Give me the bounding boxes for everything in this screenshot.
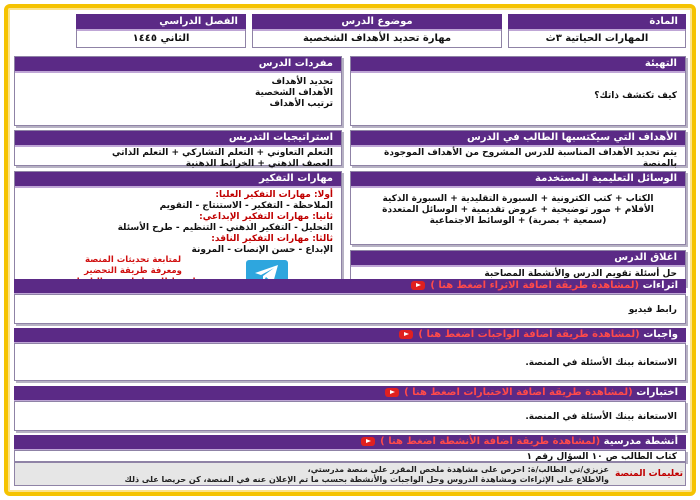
term-value: الثاني ١٤٤٥: [76, 29, 246, 48]
instructions-line: والاطلاع على الإثراءات ومشاهدة الدروس وحل الواجبات والأنشطة بحسب ما تم الإعلان عنه في المنصة، كن حريصا على ذلك: [124, 475, 609, 484]
enrichment-body: [14, 294, 686, 324]
closing-text: حل أسئلة تقويم الدرس والأنشطة المصاحبة: [484, 269, 677, 279]
activities-link[interactable]: (لمشاهدة طريقة اضافة الأنشطة اضغط هنا ): [380, 436, 601, 447]
thinking-heading: أولا: مهارات التفكير العليا:: [215, 190, 333, 200]
vocab-list: [15, 71, 341, 116]
youtube-icon[interactable]: [361, 437, 375, 446]
instructions-line: عزيزي/تي الطالب/ة: احرص على مشاهدة ملخص المقرر على منصة مدرستي،: [307, 465, 609, 474]
tests-link[interactable]: (لمشاهدة طريقة اضافة الاختبارات اضغط هنا ): [404, 387, 633, 398]
closing-title: اغلاق الدرس: [351, 251, 685, 265]
vocab-section: [14, 56, 342, 126]
homework-body: [14, 343, 686, 381]
vocab-item: ترتيب الأهداف: [269, 99, 333, 109]
tests-text: الاستعانة ببنك الأسئلة في المنصة.: [525, 412, 677, 422]
instructions-label: تعليمات المنصة: [615, 469, 683, 479]
thinking-heading: ثانيا: مهارات التفكير الإبداعي:: [199, 212, 333, 222]
topic-cell: [252, 14, 502, 48]
thinking-text: التحليل - التفكير الذهني - التنظيم - طرح الأسئلة: [117, 223, 333, 233]
topic-label: موضوع الدرس: [252, 14, 502, 29]
thinking-text: الإبداع - حسن الإنصات - المرونة: [191, 245, 333, 255]
subject-label: المادة: [508, 14, 686, 29]
goals-section: [350, 130, 686, 169]
enrichment-title: اثراءات: [642, 280, 678, 291]
subject-cell: [508, 14, 686, 48]
activities-body: [14, 450, 686, 462]
strategies-title: استراتيجيات التدريس: [15, 131, 341, 145]
goals-text: يتم تحديد الأهداف المناسبة للدرس المشروح من الأهداف الموجودة بالمنصة: [384, 148, 677, 169]
lesson-plan: [14, 14, 686, 486]
media-line: (سمعية + بصرية) + الوسائط الاجتماعية: [429, 216, 607, 226]
homework-title: واجبات: [643, 329, 678, 340]
subject-value: المهارات الحياتية ٣ث: [508, 29, 686, 48]
media-title: الوسائل التعليمية المستخدمة: [351, 172, 685, 186]
enrichment-link[interactable]: (لمشاهدة طريقة اضافة الاثراء اضغط هنا ): [430, 280, 640, 291]
topic-value: مهارة تحديد الأهداف الشخصية: [252, 29, 502, 48]
youtube-icon[interactable]: [399, 330, 413, 339]
media-section: [350, 171, 686, 245]
homework-bar: [14, 328, 686, 342]
media-line: الكتاب + كتب الكترونية + السبورة التقليدية + السبورة الذكية: [382, 194, 654, 204]
homework-text: الاستعانة ببنك الأسئلة في المنصة.: [525, 358, 677, 368]
thinking-title: مهارات التفكير: [15, 172, 341, 186]
homework-link[interactable]: (لمشاهدة طريقة اضافة الواجبات اضغط هنا ): [418, 329, 640, 340]
promo-line: لمتابعة تحديثات المنصة: [84, 255, 182, 265]
strategies-line: التعلم التعاوني + التعلم التشاركي + التعلم الذاتي: [112, 148, 333, 158]
platform-instructions: [14, 462, 686, 486]
enrichment-bar: [14, 279, 686, 293]
vocab-title: مفردات الدرس: [15, 57, 341, 71]
goals-title: الأهداف التي سيكتسبها الطالب في الدرس: [351, 131, 685, 145]
strategies-line: العصف الذهني + الخرائط الذهنية: [185, 159, 333, 169]
activities-bar: [14, 435, 686, 449]
activities-title: أنشطة مدرسية: [603, 436, 678, 447]
youtube-icon[interactable]: [385, 388, 399, 397]
tests-title: اختبارات: [636, 387, 678, 398]
thinking-body: [15, 186, 341, 260]
media-body: [351, 186, 685, 233]
intro-title: التهيئة: [351, 57, 685, 71]
media-line: الأفلام + صور توضيحية + عروض تقديمية + الوسائل المتعددة: [382, 205, 654, 215]
enrichment-text: رابط فيديو: [628, 305, 677, 315]
term-label: الفصل الدراسي: [76, 14, 246, 29]
vocab-item: الأهداف الشخصية: [254, 88, 333, 98]
strategies-section: [14, 130, 342, 169]
vocab-item: تحديد الأهداف: [271, 77, 333, 87]
activities-text: كتاب الطالب ص ١٠ السؤال رقم ١: [526, 452, 677, 462]
youtube-icon[interactable]: [411, 281, 425, 290]
intro-text: كيف تكتشف ذاتك؟: [594, 91, 677, 101]
promo-line: ومعرفة طريقة التحضير: [84, 266, 182, 276]
term-cell: [76, 14, 246, 48]
thinking-text: الملاحظة - التفكير - الاستنتاج - التقويم: [159, 201, 333, 211]
tests-bar: [14, 386, 686, 400]
intro-section: [350, 56, 686, 126]
tests-body: [14, 401, 686, 431]
thinking-heading: ثالثا: مهارات التفكير الناقد:: [211, 234, 333, 244]
instructions-text: [29, 465, 609, 485]
